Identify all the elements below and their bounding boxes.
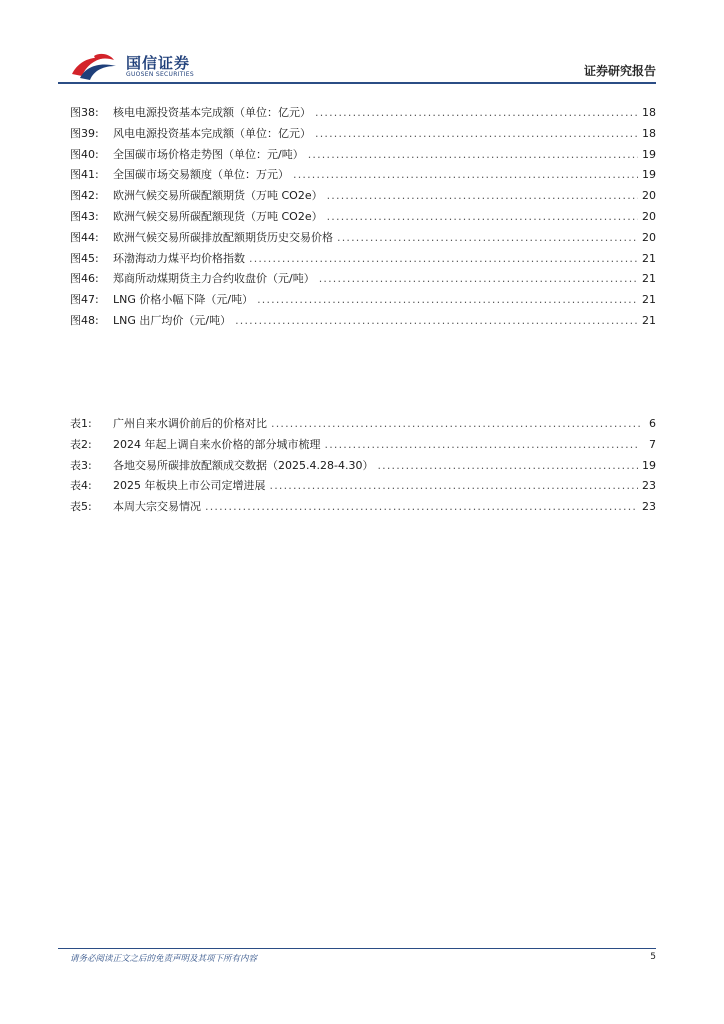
- toc-entry[interactable]: [70, 250, 656, 271]
- toc-entry[interactable]: [70, 229, 656, 250]
- toc-entry-title: 全国碳市场交易额度（单位：万元）: [113, 168, 289, 182]
- toc-entry-label: 表2:: [70, 437, 92, 451]
- toc-entry[interactable]: [70, 457, 656, 478]
- dot-leader: [327, 210, 638, 223]
- dot-leader: [315, 106, 638, 119]
- toc-entry-page: 20: [642, 230, 656, 244]
- toc-entry-title: 本周大宗交易情况: [113, 500, 201, 514]
- toc-entry-page: 18: [642, 126, 656, 140]
- page-number: 5: [650, 952, 656, 962]
- footer-divider: [58, 948, 656, 949]
- toc-entry-title: 欧洲气候交易所碳排放配额期货历史交易价格: [113, 230, 333, 244]
- toc-entry[interactable]: [70, 312, 656, 333]
- toc-entry-title: LNG 价格小幅下降（元/吨）: [113, 293, 254, 307]
- toc-entry[interactable]: [70, 187, 656, 208]
- toc-entry-page: 19: [642, 147, 656, 161]
- toc-entry[interactable]: [70, 125, 656, 146]
- dot-leader: [293, 168, 638, 181]
- toc-entry-label: 表3:: [70, 458, 92, 472]
- table-index: [70, 415, 656, 519]
- toc-entry-page: 19: [642, 458, 656, 472]
- toc-entry-label: 表4:: [70, 479, 92, 493]
- dot-leader: [308, 148, 638, 161]
- toc-entry-label: 图47:: [70, 293, 99, 307]
- report-type-label: 证券研究报告: [583, 64, 656, 78]
- dot-leader: [327, 189, 638, 202]
- footer-disclaimer: 请务必阅读正文之后的免责声明及其项下所有内容: [70, 954, 258, 964]
- toc-entry[interactable]: [70, 146, 656, 167]
- dot-leader: [315, 127, 638, 140]
- toc-entry-page: 18: [642, 106, 656, 119]
- dot-leader: [337, 231, 638, 244]
- toc-entry-label: 图43:: [70, 209, 99, 223]
- brand-name-cn: 国信证券: [126, 54, 191, 72]
- toc-entry[interactable]: [70, 208, 656, 229]
- toc-entry-label: 图40:: [70, 147, 99, 161]
- toc-entry-title: 核电电源投资基本完成额（单位：亿元）: [113, 106, 311, 119]
- dot-leader: [270, 479, 639, 492]
- toc-entry-page: 21: [642, 313, 656, 327]
- dot-leader: [205, 500, 638, 513]
- toc-entry-label: 图48:: [70, 313, 99, 327]
- toc-entry-title: 欧洲气候交易所碳配额现货（万吨 CO2e）: [113, 209, 323, 223]
- toc-entry[interactable]: [70, 166, 656, 187]
- toc-entry-label: 图38:: [70, 106, 99, 119]
- toc-entry-title: 环渤海动力煤平均价格指数: [113, 251, 245, 265]
- dot-leader: [319, 272, 638, 285]
- guosen-logo: [70, 50, 210, 84]
- dot-leader: [235, 314, 638, 327]
- header-divider: [58, 82, 656, 84]
- toc-entry-page: 21: [642, 251, 656, 265]
- toc-entry-label: 表5:: [70, 500, 92, 514]
- toc-entry-label: 图44:: [70, 230, 99, 244]
- toc-entry[interactable]: [70, 415, 656, 436]
- toc-entry-title: LNG 出厂均价（元/吨）: [113, 313, 232, 327]
- toc-entry-title: 郑商所动煤期货主力合约收盘价（元/吨）: [113, 272, 315, 286]
- toc-entry-label: 图39:: [70, 126, 99, 140]
- dot-leader: [325, 438, 641, 451]
- dot-leader: [249, 252, 638, 265]
- toc-entry-label: 图45:: [70, 251, 99, 265]
- toc-entry[interactable]: [70, 291, 656, 312]
- toc-entry-title: 风电电源投资基本完成额（单位：亿元）: [113, 126, 311, 140]
- page-header: [70, 50, 656, 84]
- toc-entry-page: 21: [642, 272, 656, 286]
- figure-index: [70, 104, 656, 333]
- toc-entry-label: 表1:: [70, 417, 92, 430]
- brand-name-en: GUOSEN SECURITIES: [126, 71, 195, 78]
- toc-entry-label: 图41:: [70, 168, 99, 182]
- toc-entry-page: 23: [642, 479, 656, 493]
- toc-entry-title: 各地交易所碳排放配额成交数据（2025.4.28-4.30）: [113, 458, 374, 472]
- toc-entry-page: 23: [642, 500, 656, 514]
- toc-entry[interactable]: [70, 104, 656, 125]
- toc-entry[interactable]: [70, 477, 656, 498]
- dot-leader: [377, 459, 638, 472]
- toc-entry-title: 2024 年起上调自来水价格的部分城市梳理: [113, 437, 321, 451]
- toc-entry-title: 2025 年板块上市公司定增进展: [113, 479, 266, 493]
- toc-entry-label: 图42:: [70, 189, 99, 203]
- dot-leader: [257, 293, 638, 306]
- toc-entry-title: 全国碳市场价格走势图（单位：元/吨）: [113, 147, 304, 161]
- toc-entry-page: 19: [642, 168, 656, 182]
- toc-entry-page: 20: [642, 209, 656, 223]
- toc-entry[interactable]: [70, 436, 656, 457]
- toc-entry[interactable]: [70, 270, 656, 291]
- toc-entry-page: 6: [649, 417, 656, 430]
- toc-entry-title: 欧洲气候交易所碳配额期货（万吨 CO2e）: [113, 189, 323, 203]
- toc-entry[interactable]: [70, 498, 656, 519]
- toc-entry-title: 广州自来水调价前后的价格对比: [113, 417, 267, 430]
- toc-entry-page: 21: [642, 293, 656, 307]
- toc-entry-label: 图46:: [70, 272, 99, 286]
- guosen-logo-icon: [70, 52, 122, 82]
- dot-leader: [271, 417, 640, 430]
- toc-entry-page: 20: [642, 189, 656, 203]
- toc-entry-page: 7: [649, 437, 656, 451]
